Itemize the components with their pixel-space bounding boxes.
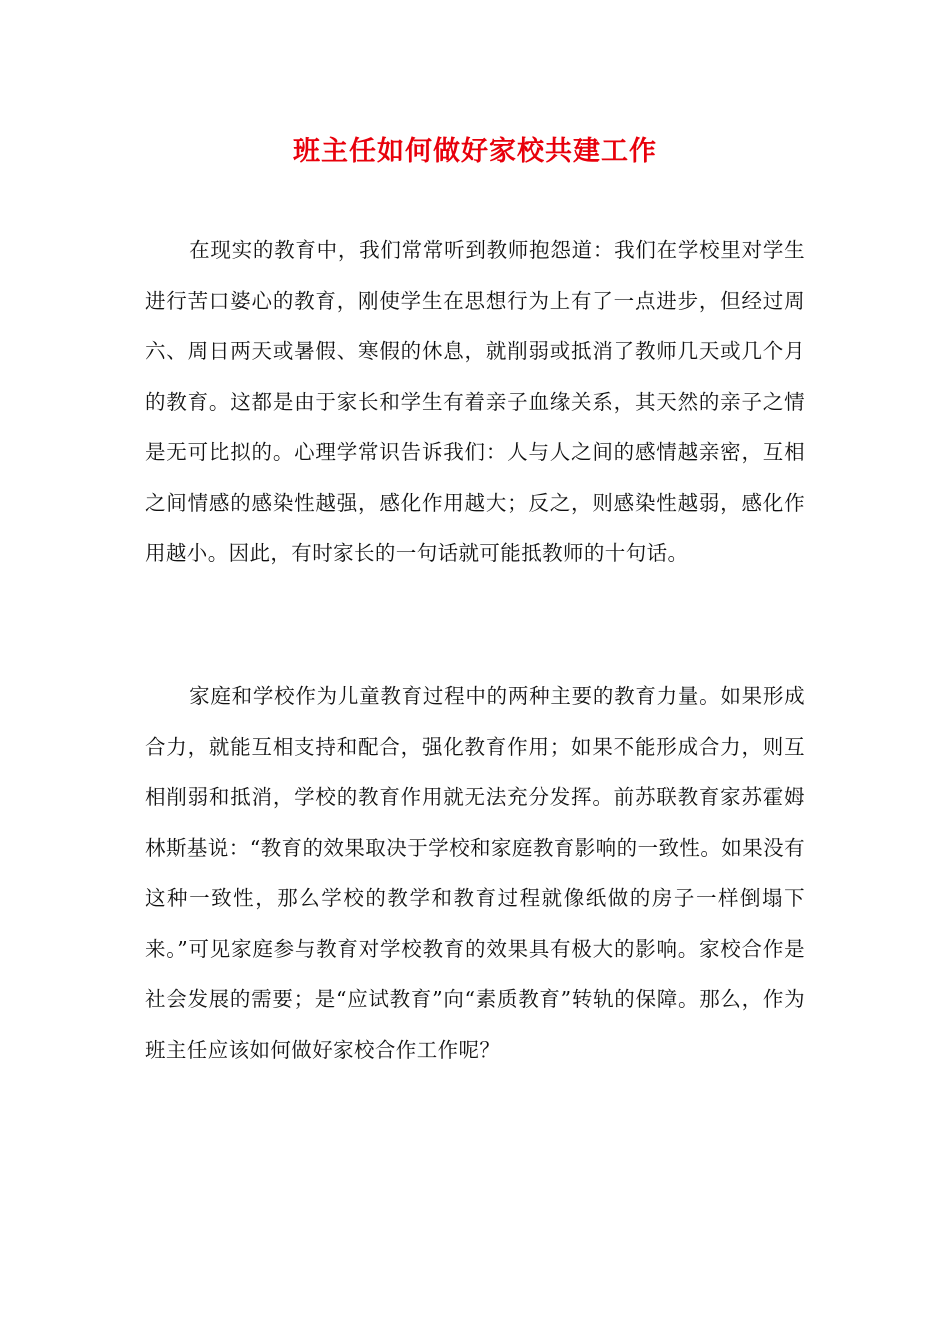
body-paragraph-1: 在现实的教育中，我们常常听到教师抱怨道：我们在学校里对学生进行苦口婆心的教育，刚使学生在思想行为上有了一点进步，但经过周六、周日两天或暑假、寒假的休息，就削弱或抵消了教师几天或几个月的教育。这都是由于家长和学生有着亲子血缘关系，其天然的亲子之情是无可比拟的。心理学常识告诉我们：人与人之间的感情越亲密，互相之间情感的感染性越强，感化作用越大；反之，则感染性越弱，感化作用越小。因此，有时家长的一句话就可能抵教师的十句话。 (145, 238, 805, 565)
body-paragraph-2: 家庭和学校作为儿童教育过程中的两种主要的教育力量。如果形成合力，就能互相支持和配合，强化教育作用；如果不能形成合力，则互相削弱和抵消，学校的教育作用就无法充分发挥。前苏联教育家苏霍姆林斯基说：“教育的效果取决于学校和家庭教育影响的一致性。如果没有这种一致性，那么学校的教学和教育过程就像纸做的房子一样倒塌下来。”可见家庭参与教育对学校教育的效果具有极大的影响。家校合作是社会发展的需要；是“应试教育”向“素质教育”转轨的保障。那么，作为班主任应该如何做好家校合作工作呢？ (145, 684, 805, 1062)
document-title: 班主任如何做好家校共建工作 (293, 136, 657, 167)
